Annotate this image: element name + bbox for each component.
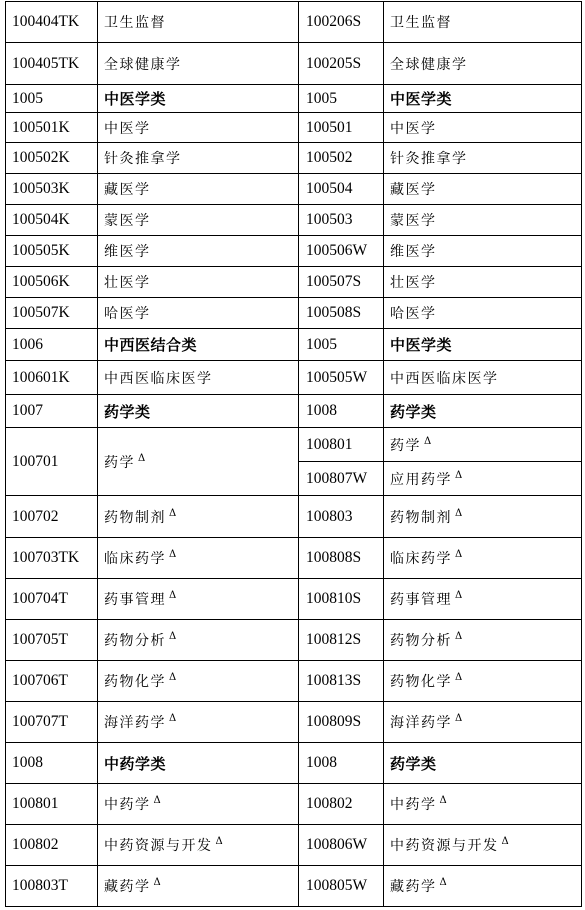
left-code-cell: 1007 [6, 395, 98, 428]
right-code-cell: 1005 [299, 329, 384, 361]
table-row [6, 661, 582, 702]
delta-mark: Δ [455, 590, 463, 602]
right-name-cell: 卫生监督 [384, 2, 582, 43]
left-name-cell: 中西医结合类 [98, 329, 299, 361]
left-name-cell [98, 825, 299, 866]
left-name-cell: 维医学 [98, 236, 299, 267]
major-name: 药物分析 [390, 633, 452, 649]
right-code-cell: 100205S [299, 43, 384, 85]
delta-mark: Δ [455, 713, 463, 725]
delta-mark: Δ [455, 549, 463, 561]
delta-mark: Δ [501, 836, 509, 848]
left-name-cell [98, 428, 299, 496]
major-name: 藏药学 [104, 879, 151, 895]
major-name: 药物化学 [390, 674, 452, 690]
right-name-cell: 藏医学 [384, 174, 582, 205]
right-name-cell [384, 620, 582, 661]
table-row-category [6, 743, 582, 784]
right-code-cell: 1008 [299, 743, 384, 784]
left-name-cell [98, 620, 299, 661]
left-code-cell: 100405TK [6, 43, 98, 85]
table-row [6, 143, 582, 174]
name-with-mark [104, 671, 176, 691]
major-name: 临床药学 [104, 551, 166, 567]
left-code-cell: 100507K [6, 298, 98, 329]
name-with-mark [390, 794, 447, 814]
right-code-cell: 100809S [299, 702, 384, 743]
right-code-cell: 100501 [299, 113, 384, 143]
name-with-mark [104, 507, 176, 527]
right-code-cell: 100507S [299, 267, 384, 298]
table-row [6, 236, 582, 267]
right-name-cell: 全球健康学 [384, 43, 582, 85]
left-name-cell: 卫生监督 [98, 2, 299, 43]
table-row [6, 174, 582, 205]
delta-mark: Δ [169, 549, 177, 561]
name-with-mark [104, 876, 161, 896]
left-name-cell [98, 538, 299, 579]
table-row [6, 43, 582, 85]
name-with-mark [390, 469, 462, 489]
left-code-cell: 100706T [6, 661, 98, 702]
table-row [6, 205, 582, 236]
left-name-cell [98, 579, 299, 620]
major-name: 临床药学 [390, 551, 452, 567]
left-code-cell: 100502K [6, 143, 98, 174]
right-name-cell: 蒙医学 [384, 205, 582, 236]
right-code-cell: 100805W [299, 866, 384, 907]
right-name-cell [384, 825, 582, 866]
major-name: 药物制剂 [390, 509, 452, 526]
major-name: 药物化学 [104, 674, 166, 690]
table-row-category [6, 85, 582, 113]
name-with-mark [390, 507, 462, 527]
delta-mark: Δ [455, 469, 463, 481]
delta-mark: Δ [153, 795, 161, 807]
right-code-cell: 1005 [299, 85, 384, 113]
left-code-cell: 100503K [6, 174, 98, 205]
right-code-cell: 100812S [299, 620, 384, 661]
left-code-cell: 100505K [6, 236, 98, 267]
left-code-cell: 100506K [6, 267, 98, 298]
name-with-mark [104, 452, 145, 472]
delta-mark: Δ [153, 877, 161, 889]
major-name: 药事管理 [104, 592, 166, 608]
table-row [6, 538, 582, 579]
right-code-cell: 100206S [299, 2, 384, 43]
left-name-cell: 哈医学 [98, 298, 299, 329]
major-name: 藏药学 [390, 879, 437, 895]
table-row [6, 496, 582, 538]
right-code-cell: 100810S [299, 579, 384, 620]
left-code-cell: 100705T [6, 620, 98, 661]
left-name-cell: 药学类 [98, 395, 299, 428]
right-name-cell: 哈医学 [384, 298, 582, 329]
right-code-cell: 100803 [299, 496, 384, 538]
left-code-cell: 1005 [6, 85, 98, 113]
delta-mark: Δ [169, 507, 177, 519]
left-code-cell: 100404TK [6, 2, 98, 43]
right-name-cell [384, 784, 582, 825]
right-code-cell: 1008 [299, 395, 384, 428]
major-name: 中药资源与开发 [104, 838, 213, 854]
left-code-cell: 100803T [6, 866, 98, 907]
delta-mark: Δ [169, 590, 177, 602]
left-name-cell: 中医学类 [98, 85, 299, 113]
table-row [6, 2, 582, 43]
delta-mark: Δ [169, 631, 177, 643]
right-name-cell [384, 538, 582, 579]
left-name-cell [98, 496, 299, 538]
right-name-cell [384, 866, 582, 907]
right-code-cell: 100503 [299, 205, 384, 236]
major-name: 中药学 [390, 797, 437, 813]
left-name-cell: 中药学类 [98, 743, 299, 784]
major-name: 应用药学 [390, 471, 452, 488]
delta-mark: Δ [424, 435, 432, 447]
right-name-cell: 中医学类 [384, 329, 582, 361]
right-code-cell: 100808S [299, 538, 384, 579]
name-with-mark [390, 548, 462, 568]
name-with-mark [390, 876, 447, 896]
major-name: 中药学 [104, 797, 151, 813]
delta-mark: Δ [439, 877, 447, 889]
name-with-mark [390, 671, 462, 691]
right-name-cell: 药学类 [384, 395, 582, 428]
table-row [6, 579, 582, 620]
delta-mark: Δ [215, 836, 223, 848]
left-code-cell: 1006 [6, 329, 98, 361]
left-name-cell [98, 866, 299, 907]
left-code-cell: 100701 [6, 428, 98, 496]
name-with-mark [104, 794, 161, 814]
name-with-mark [104, 548, 176, 568]
table-row-category [6, 395, 582, 428]
left-name-cell: 中西医临床医学 [98, 361, 299, 395]
table-row [6, 702, 582, 743]
major-comparison-table [5, 1, 582, 907]
major-name: 药学 [390, 437, 421, 454]
table-row [6, 866, 582, 907]
delta-mark: Δ [455, 631, 463, 643]
left-name-cell: 中医学 [98, 113, 299, 143]
right-code-cell: 100801 [299, 428, 384, 462]
right-code-cell: 100502 [299, 143, 384, 174]
name-with-mark [390, 835, 509, 855]
left-name-cell: 针灸推拿学 [98, 143, 299, 174]
major-name: 海洋药学 [390, 715, 452, 731]
left-code-cell: 100702 [6, 496, 98, 538]
right-code-cell: 100505W [299, 361, 384, 395]
left-code-cell: 100501K [6, 113, 98, 143]
left-name-cell: 蒙医学 [98, 205, 299, 236]
delta-mark: Δ [455, 672, 463, 684]
right-name-cell: 中西医临床医学 [384, 361, 582, 395]
right-name-cell [384, 462, 582, 496]
name-with-mark [390, 589, 462, 609]
name-with-mark [104, 712, 176, 732]
name-with-mark [104, 589, 176, 609]
delta-mark: Δ [138, 452, 146, 464]
table-row [6, 267, 582, 298]
right-name-cell: 维医学 [384, 236, 582, 267]
major-name: 中药资源与开发 [390, 838, 499, 854]
left-name-cell [98, 661, 299, 702]
left-name-cell: 全球健康学 [98, 43, 299, 85]
table-row [6, 784, 582, 825]
right-code-cell: 100813S [299, 661, 384, 702]
right-name-cell: 药学类 [384, 743, 582, 784]
table-row [6, 113, 582, 143]
right-name-cell [384, 702, 582, 743]
left-code-cell: 100802 [6, 825, 98, 866]
right-code-cell: 100807W [299, 462, 384, 496]
table-row [6, 620, 582, 661]
right-code-cell: 100506W [299, 236, 384, 267]
table-row [6, 361, 582, 395]
delta-mark: Δ [169, 672, 177, 684]
major-name: 海洋药学 [104, 715, 166, 731]
major-name: 药事管理 [390, 592, 452, 608]
right-name-cell [384, 496, 582, 538]
right-name-cell: 壮医学 [384, 267, 582, 298]
right-name-cell: 针灸推拿学 [384, 143, 582, 174]
left-code-cell: 100601K [6, 361, 98, 395]
major-name: 药物制剂 [104, 509, 166, 526]
left-code-cell: 100801 [6, 784, 98, 825]
left-code-cell: 100707T [6, 702, 98, 743]
table-row [6, 825, 582, 866]
delta-mark: Δ [439, 795, 447, 807]
left-code-cell: 1008 [6, 743, 98, 784]
table-row-category [6, 329, 582, 361]
right-code-cell: 100802 [299, 784, 384, 825]
major-name: 药学 [104, 454, 135, 471]
right-code-cell: 100504 [299, 174, 384, 205]
delta-mark: Δ [169, 713, 177, 725]
right-code-cell: 100508S [299, 298, 384, 329]
left-code-cell: 100504K [6, 205, 98, 236]
table-row [6, 298, 582, 329]
left-name-cell: 壮医学 [98, 267, 299, 298]
name-with-mark [390, 712, 462, 732]
delta-mark: Δ [455, 507, 463, 519]
right-code-cell: 100806W [299, 825, 384, 866]
left-name-cell [98, 784, 299, 825]
major-name: 药物分析 [104, 633, 166, 649]
right-name-cell: 中医学类 [384, 85, 582, 113]
right-name-cell: 中医学 [384, 113, 582, 143]
left-name-cell [98, 702, 299, 743]
right-name-cell [384, 579, 582, 620]
name-with-mark [390, 630, 462, 650]
name-with-mark [390, 435, 431, 455]
left-name-cell: 藏医学 [98, 174, 299, 205]
name-with-mark [104, 630, 176, 650]
table-row-split [6, 428, 582, 496]
name-with-mark [104, 835, 223, 855]
right-name-cell [384, 428, 582, 462]
right-name-cell [384, 661, 582, 702]
left-code-cell: 100703TK [6, 538, 98, 579]
left-code-cell: 100704T [6, 579, 98, 620]
